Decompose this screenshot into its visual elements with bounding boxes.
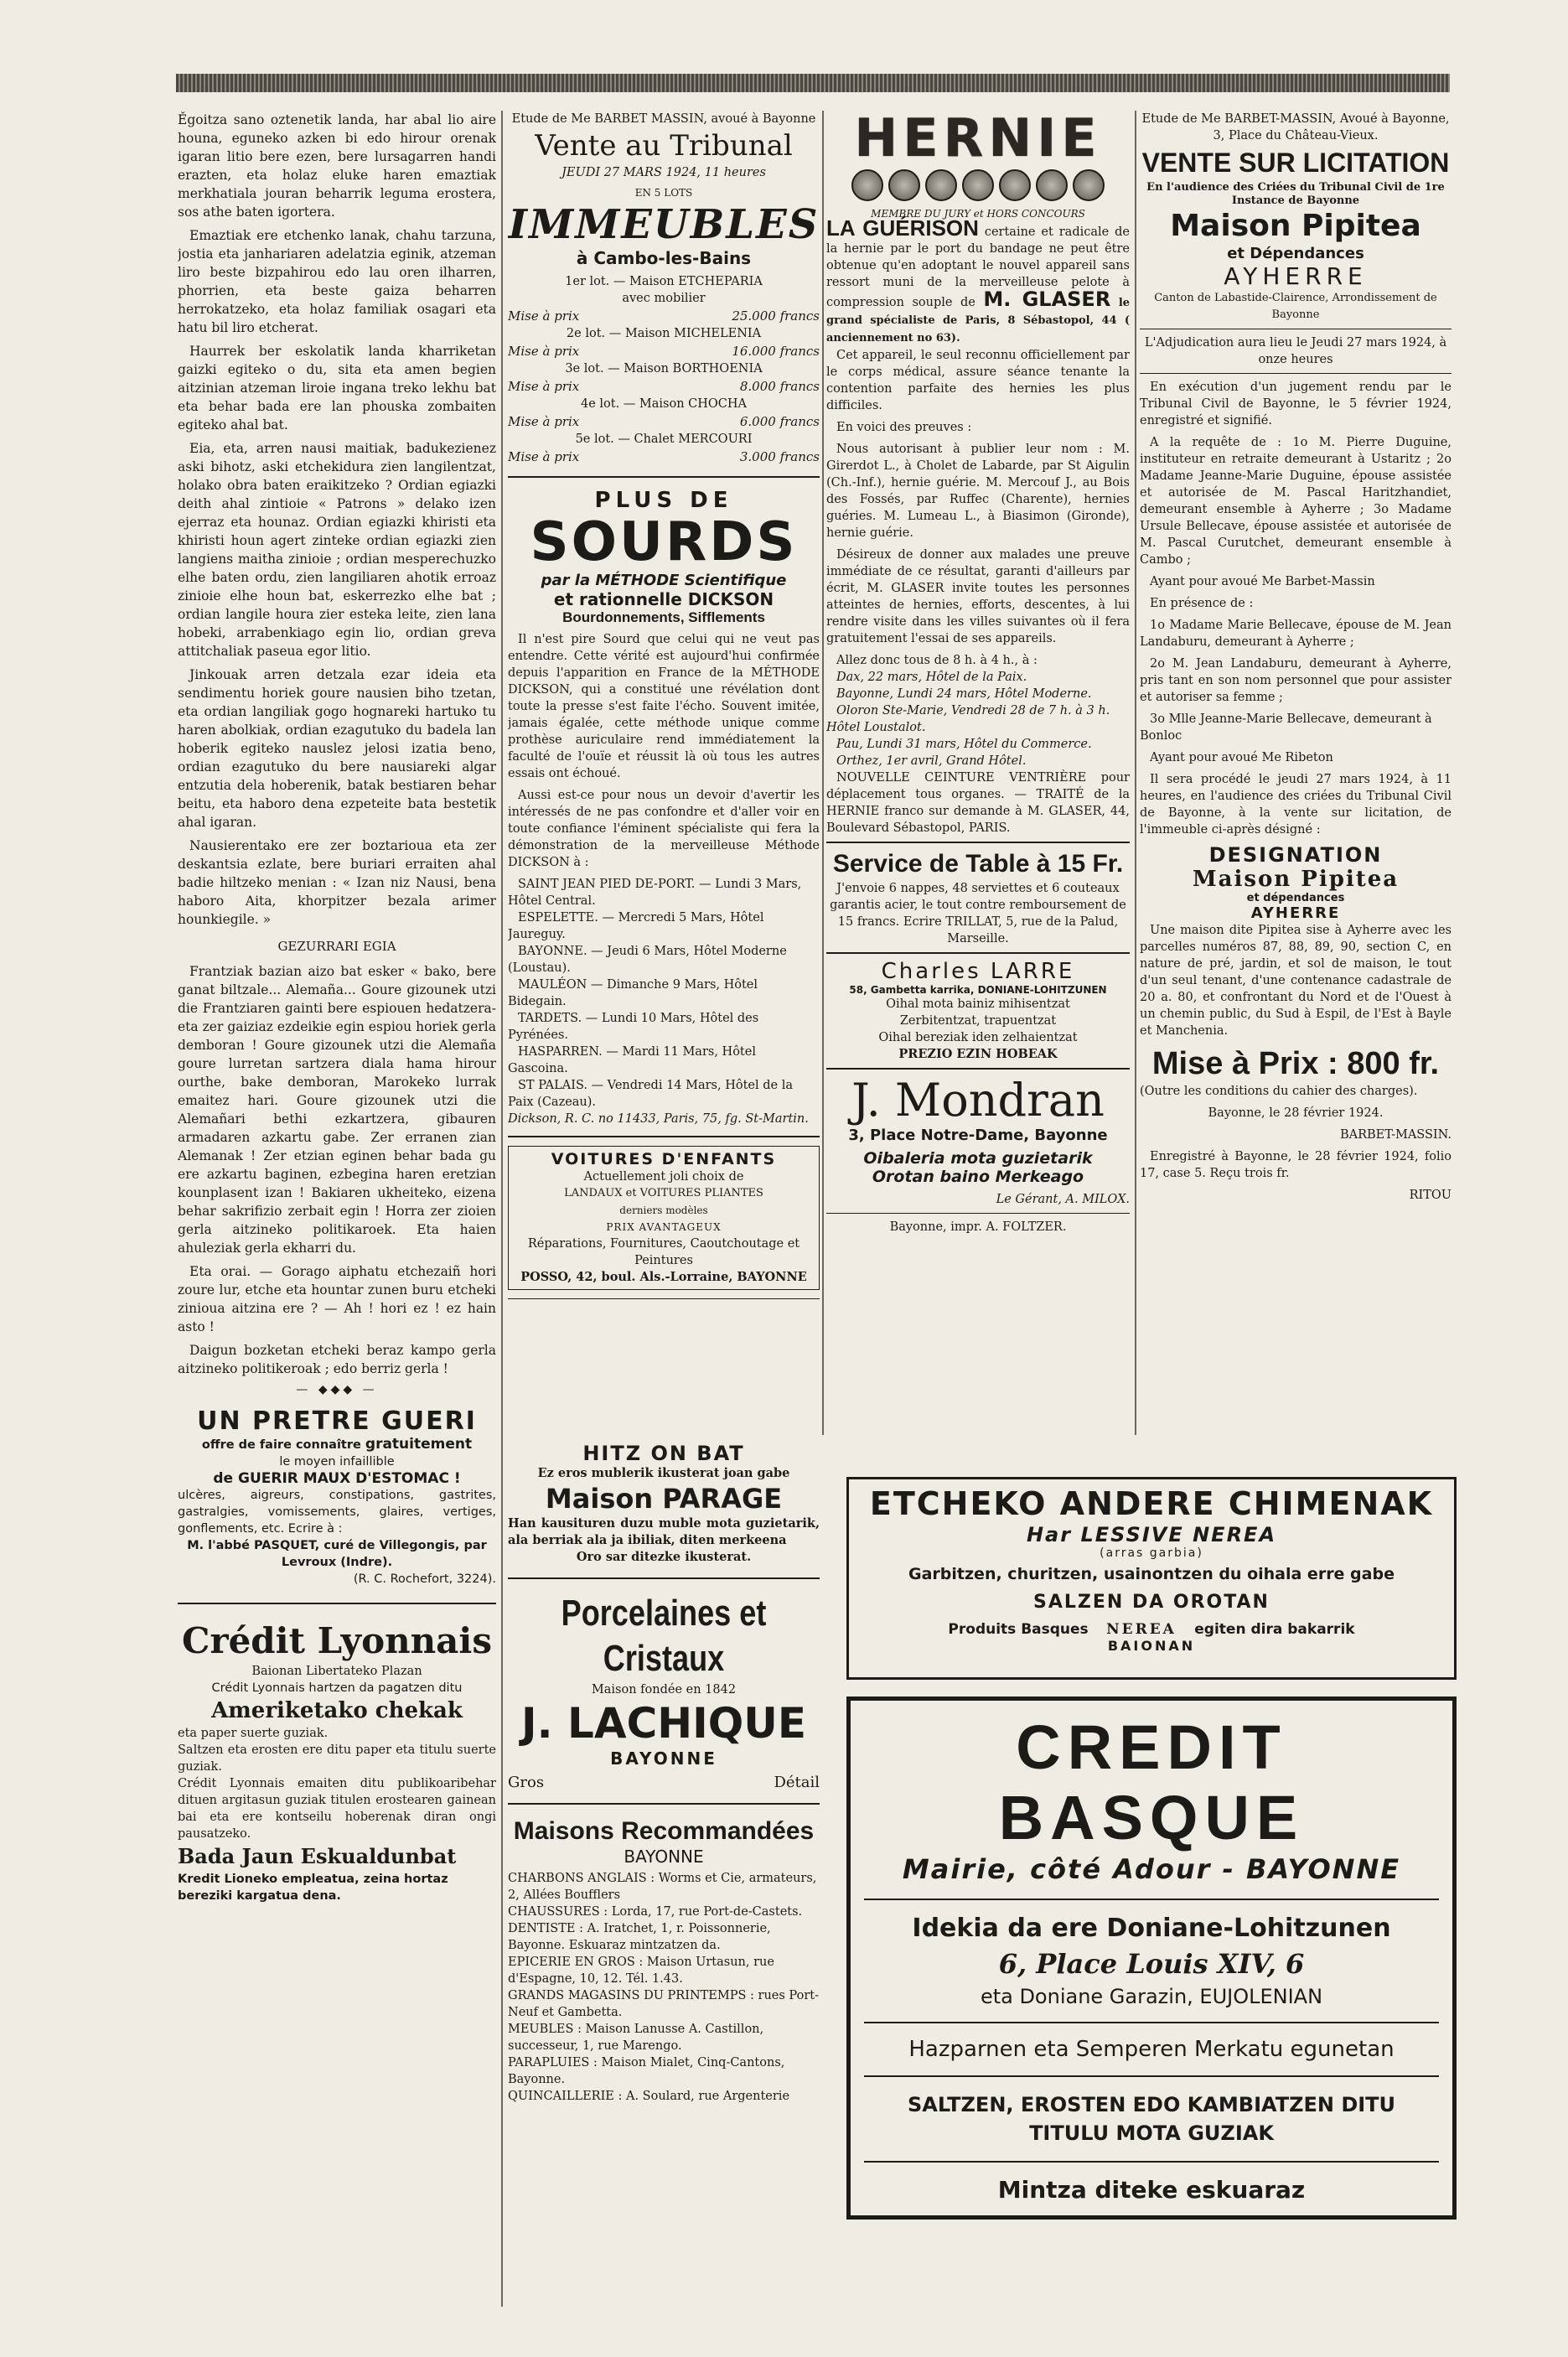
ad-line: Baionan Libertateko Plazan <box>251 1665 422 1678</box>
ad-line: Crédit Lyonnais emaiten ditu publikoaribehar dituen argitasun guziak titulen erostearen gainean bai eta ere kontseilu hoberenak diran ongi pausatzeko. <box>178 1777 496 1841</box>
list-item: EPICERIE EN GROS : Maison Urtasun, rue d'Espagne, 10, 12. Tél. 1.43. <box>508 1956 774 1986</box>
medal-icon <box>888 169 920 201</box>
ad-gros-label: Gros <box>508 1774 545 1791</box>
town-item: TARDETS. — Lundi 10 Mars, Hôtel des Pyrénées. <box>508 1012 759 1042</box>
ad-title: CREDIT BASQUE <box>998 1712 1305 1852</box>
ad-larre <box>826 959 1130 1063</box>
ad-text: le grand spécialiste de Paris, 8 Sébastopol, 44 ( anciennement no 63). <box>826 297 1130 344</box>
paragraph: Désireux de donner aux malades une preuve immédiate de ce résultat, garanti d'ailleurs par écrit, M. GLASER invite toutes les personnes atteintes de hernies, efforts, descentes, à lui rendre visite dans les villes suivantes où il fera gratuitement l'essai de ses appareils. <box>826 548 1130 645</box>
lot-mise-label: Mise à prix <box>508 308 580 324</box>
column-2 <box>508 111 820 1431</box>
notice-mise-a-prix: Mise à Prix : 800 fr. <box>1151 1046 1440 1081</box>
ad-line: Kredit Lioneko empleatua, zeina hortaz bereziki kargatua dena. <box>178 1873 448 1903</box>
ad-line: Mintza diteke eskuaraz <box>997 2176 1306 2204</box>
ad-line: Garbitzen, churitzen, usainontzen du oihala erre gabe <box>908 1565 1395 1583</box>
divider <box>178 1603 496 1604</box>
list-item: MEUBLES : Maison Lanusse A. Castillon, successeur, 1, rue Marengo. <box>508 2023 764 2053</box>
section-city: BAYONNE <box>624 1847 704 1867</box>
ad-detail-label: Détail <box>774 1774 820 1791</box>
hernie-intro <box>826 215 1130 347</box>
ad-line: Ez eros mublerik ikusterat joan gabe <box>537 1466 790 1480</box>
paragraph: 3o Mlle Jeanne-Marie Bellecave, demeurant à Bonloc <box>1140 712 1432 743</box>
divider <box>508 1803 820 1805</box>
column-1 <box>178 111 496 2307</box>
lot-price: 8.000 francs <box>739 379 820 394</box>
ad-sub: et rationnelle DICKSON <box>553 589 774 609</box>
imprint-line: Bayonne, impr. A. FOLTZER. <box>889 1220 1067 1234</box>
column-2-lower <box>508 1442 820 2297</box>
ad-credit-basque <box>846 1697 1457 2220</box>
lot-item <box>508 273 820 325</box>
notice-title: Vente au Tribunal <box>535 129 793 163</box>
ad-line: offre de faire connaître <box>201 1438 361 1452</box>
ad-line: eta Doniane Garazin, EUJOLENIAN <box>980 1985 1323 2008</box>
top-rule <box>176 74 1450 92</box>
ad-line: SALZEN DA OROTAN <box>1033 1592 1270 1613</box>
divider <box>864 2022 1439 2023</box>
ad-line: PRIX AVANTAGEUX <box>606 1221 722 1233</box>
ad-brand: NEREA <box>1106 1621 1177 1638</box>
lot-price: 3.000 francs <box>739 449 820 464</box>
paragraph: (Outre les conditions du cahier des charges). <box>1140 1085 1418 1098</box>
ad-footer: Dickson, R. C. no 11433, Paris, 75, fg. St-Martin. <box>508 1112 809 1126</box>
divider <box>864 1899 1439 1900</box>
notice-title: VENTE SUR LICITATION <box>1141 148 1450 178</box>
ad-name: M. GLASER <box>983 288 1111 311</box>
ad-sub: MEMBRE DU JURY et HORS CONCOURS <box>871 208 1085 220</box>
ad-title: HERNIE <box>854 111 1102 168</box>
lot-price: 6.000 francs <box>739 414 820 429</box>
divider <box>864 2161 1439 2163</box>
ad-line: gratuitement <box>365 1436 473 1453</box>
etude-line: Etude de Me BARBET MASSIN, avoué à Bayonne <box>511 112 816 126</box>
paragraph: Il n'est pire Sourd que celui qui ne veut pas entendre. Cette vérité est aujourd'hui confirmée depuis l'apparition en France de la MÉTHODE DICKSON, qui a constitué une révélation dont toute la presse s'est faite l'écho. Souvent imitée, jamais égalée, cette méthode unique comme prothèse auriculaire rend immédiatement la faculté de l'ouïe et réussit là où tous les autres essais ont échoué. <box>508 633 820 780</box>
ad-line: 58, Gambetta karrika, DONIANE-LOHITZUNEN <box>849 984 1107 996</box>
section-heading: GEZURRARI EGIA <box>277 939 396 954</box>
paragraph: Eia, eta, arren nausi maitiak, badukezienez aski bihotz, aski etchekidura zien langilentzat, holako obra baten eraikitzeko ? Ordian egiazki deith ahal zintioie « Patrons » delako izen ejerraz eta hounaz. Ordian egiazki khiristi eta khiristi houn agert zinteke ordian egiazki zien langiens maitha zinioie ; ordian mesperechuzko elhe baten ordu, zien langiliaren ahotik erroaz zinioie elhe houn bat, eskerrezko elhe bat ; ordian langile houra zier esteka leite, zien lana hobeki, arrabenkiago egin lio, ordian greva attitchaliak paseua egor litio. <box>178 441 496 659</box>
ad-line: M. l'abbé PASQUET, curé de Villegongis, par Levroux (Indre). <box>187 1539 487 1569</box>
list-item: PARAPLUIES : Maison Mialet, Cinq-Cantons, Bayonne. <box>508 2056 785 2086</box>
ad-line: Orotan baino Merkeago <box>872 1168 1084 1186</box>
etude-line: Etude de Me BARBET-MASSIN, Avoué à Bayonne, 3, Place du Château-Vieux. <box>1141 112 1450 142</box>
lot-item <box>508 325 820 360</box>
lot-mise-label: Mise à prix <box>508 344 580 359</box>
town-item: HASPARREN. — Mardi 11 Mars, Hôtel Gascoina. <box>508 1045 756 1075</box>
notice-sub: et Dépendances <box>1227 245 1364 262</box>
paragraph: Eta orai. — Gorago aiphatu etchezaiñ hori zoure lur, etche eta hountar zunen buru etcheki zinioua aitzina ere ? — Ah ! hori ez ! ez hain asto ! <box>178 1264 496 1334</box>
list-item: CHARBONS ANGLAIS : Worms et Cie, armateurs, 2, Allées Boufflers <box>508 1872 817 1902</box>
ad-title: J. Mondran <box>851 1074 1105 1127</box>
paragraph: Nous autorisant à publier leur nom : M. Girerdot L., à Cholet de Labarde, par St Aigulin (Ch.-Inf.), hernie guérie. M. Mercouf J., au Bois des Fossés, par Ruffec (Charente), hernies guéries. M. Lumeau L., à Biasimon (Gironde), hernie guérie. <box>826 443 1130 540</box>
town-item: Dax, 22 mars, Hôtel de la Paix. <box>836 671 1027 684</box>
column-4 <box>1140 111 1452 1431</box>
ad-lessive-nerea <box>846 1477 1457 1680</box>
signature: RITOU <box>1409 1189 1452 1202</box>
ad-line: Bada Jaun Eskualdunbat <box>178 1844 457 1868</box>
notice-date: JEUDI 27 MARS 1924, 11 heures <box>561 166 766 179</box>
maisons-recommandees <box>508 1816 820 2105</box>
ad-credit-lyonnais <box>178 1619 496 1904</box>
ad-line: egiten dira bakarrik <box>1194 1621 1355 1638</box>
ad-line: SALTZEN, EROSTEN EDO KAMBIATZEN DITU TITULU MOTA GUZIAK <box>907 2093 1396 2145</box>
town-item: Oloron Ste-Marie, Vendredi 28 de 7 h. à 3 h. Hôtel Loustalot. <box>826 704 1110 734</box>
paragraph: Daigun bozketan etcheki beraz kampo gerla aitzineko politikeroak ; edo berriz gerla ! <box>178 1343 496 1376</box>
town-item: SAINT JEAN PIED DE-PORT. — Lundi 3 Mars, Hôtel Central. <box>508 878 802 908</box>
ad-line: (R. C. Rochefort, 3224). <box>353 1572 496 1586</box>
lots-list <box>508 273 820 466</box>
list-item: GRANDS MAGASINS DU PRINTEMPS : rues Port-Neuf et Gambetta. <box>508 1989 819 2019</box>
ad-title: ETCHEKO ANDERE CHIMENAK <box>869 1485 1434 1522</box>
ad-line: POSSO, 42, boul. Als.-Lorraine, BAYONNE <box>520 1270 807 1284</box>
ad-title: Crédit Lyonnais <box>182 1620 492 1661</box>
ad-line: Han kausituren duzu muble mota guzietarik, ala berriak ala ja ibiliak, diten merkeena <box>508 1516 820 1547</box>
column-divider <box>501 111 503 2307</box>
ad-line: Saltzen eta erosten ere ditu paper eta titulu suerte guziak. <box>178 1743 496 1774</box>
ad-mondran <box>826 1075 1130 1186</box>
notice-vente-tribunal <box>508 111 820 466</box>
signature: BARBET-MASSIN. <box>1339 1128 1452 1142</box>
ad-line: Oro sar ditezke ikusterat. <box>576 1550 752 1564</box>
paragraph: 2o M. Jean Landaburu, demeurant à Ayherre, pris tant en son nom personnel que pour assister et autoriser sa femme ; <box>1140 657 1452 704</box>
lot-title: 3e lot. — Maison BORTHOENIA <box>565 362 763 376</box>
lot-item <box>508 360 820 396</box>
ad-title: UN PRETRE GUERI <box>197 1406 477 1436</box>
ad-line: le moyen infaillible <box>279 1455 395 1469</box>
divider <box>826 1213 1130 1214</box>
ad-plus-de-sourds <box>508 488 820 1127</box>
ad-sub: Mairie, côté Adour - BAYONNE <box>902 1853 1401 1885</box>
ad-line: BAYONNE <box>610 1748 717 1769</box>
ad-line: Idekia da ere Doniane-Lohitzunen <box>912 1914 1391 1943</box>
divider <box>508 1136 820 1137</box>
divider <box>826 1068 1130 1070</box>
lot-title: 1er lot. — Maison ETCHEPARIA <box>565 275 763 288</box>
medals-row <box>826 169 1130 205</box>
paragraph: Allez donc tous de 8 h. à 4 h., à : <box>836 654 1038 667</box>
paragraph: Haurrek ber eskolatik landa kharriketan gaizki egiteko o du, sita eta amen begien aitzinian atzeman liroie ingana treko lekhu bat eta behar bada ere lan phouska zombaiten egiteko ahal bat. <box>178 344 496 433</box>
divider <box>508 476 820 478</box>
divider <box>1140 373 1452 374</box>
section-title: Maisons Recommandées <box>513 1817 815 1845</box>
paragraph: Ayant pour avoué Me Barbet-Massin <box>1150 575 1375 588</box>
lot-mise-label: Mise à prix <box>508 379 580 394</box>
column-3 <box>826 111 1130 1431</box>
medal-icon <box>1036 169 1068 201</box>
list-item: DENTISTE : A. Iratchet, 1, r. Poissonnerie, Bayonne. Eskuaraz mintzatzen da. <box>508 1922 771 1952</box>
town-item: Bayonne, Lundi 24 mars, Hôtel Moderne. <box>836 687 1092 701</box>
lot-price: 16.000 francs <box>732 344 820 359</box>
ad-kicker: HITZ ON BAT <box>582 1442 745 1465</box>
ad-sub: Har LESSIVE NEREA <box>1026 1523 1277 1546</box>
medal-icon <box>962 169 994 201</box>
notice-sub: et dépendances <box>1246 892 1345 904</box>
ad-line: Actuellement joli choix de <box>583 1170 744 1184</box>
ad-title: Maison PARAGE <box>545 1483 783 1515</box>
list-item: QUINCAILLERIE : A. Soulard, rue Argenterie <box>508 2090 790 2103</box>
lot-title: 4e lot. — Maison CHOCHA <box>580 397 748 411</box>
notice-place: à Cambo-les-Bains <box>576 248 752 268</box>
notice-sub: En l'audience des Criées du Tribunal Civil de 1re Instance de Bayonne <box>1146 181 1445 207</box>
ad-line: de GUERIR MAUX D'ESTOMAC ! <box>213 1470 461 1487</box>
ad-line: derniers modèles <box>619 1204 708 1216</box>
paragraph: Il sera procédé le jeudi 27 mars 1924, à 11 heures, en l'audience des criées du Tribunal Civil de Bayonne, à la vente sur licitation, de l'immeuble ci-après désigné : <box>1140 773 1452 837</box>
ad-voitures-enfants <box>508 1146 820 1290</box>
lot-price: 25.000 francs <box>732 308 820 324</box>
paragraph: NOUVELLE CEINTURE VENTRIÈRE pour déplacement tous organes. — TRAITÉ de la HERNIE franco sur demande à M. GLASER, 44, Boulevard Sébastopol, PARIS. <box>826 771 1130 835</box>
paragraph: Ayant pour avoué Me Ribeton <box>1150 751 1333 764</box>
ad-sub: par la MÉTHODE Scientifique <box>541 572 787 589</box>
paragraph: Enregistré à Bayonne, le 28 février 1924, folio 17, case 5. Reçu trois fr. <box>1140 1150 1452 1180</box>
paragraph: Nausierentako ere zer boztarioua eta zer deskantsia ezlate, bere buriari erraiten ahal badie hiltzeko menian : « Izan niz Nausi, bena haboro Aita, khorpitzer bezala arimer hounkiegile. » <box>178 838 496 927</box>
ad-line: Zerbitentzat, trapuentzat <box>899 1014 1057 1028</box>
paragraph: A la requête de : 1o M. Pierre Duguine, instituteur en retraite demeurant à Ustaritz ; 2o Madame Jeanne-Marie Duguine, épouse assistée et autorisée de M. Pascal Haritzhandiet, demeurant ensemble à Ayherre ; 3o Madame Ursule Bellecave, épouse assistée et autorisée de M. Pascal Curutchet, demeurant ensemble à Cambo ; <box>1140 436 1452 567</box>
notice-heading: IMMEUBLES <box>508 201 820 248</box>
lot-item <box>508 431 820 466</box>
ad-line: 3, Place Notre-Dame, Bayonne <box>848 1127 1108 1144</box>
ad-maison-parage <box>508 1442 820 1566</box>
ad-line: Hazparnen eta Semperen Merkatu egunetan <box>908 2037 1395 2062</box>
ad-line: Maison fondée en 1842 <box>591 1683 737 1697</box>
ad-line: 6, Place Louis XIV, 6 <box>998 1948 1305 1980</box>
ad-kicker: PLUS DE <box>594 488 733 513</box>
column-divider <box>1135 111 1136 1435</box>
lot-mise-label: Mise à prix <box>508 449 580 464</box>
ad-title: VOITURES D'ENFANTS <box>551 1150 777 1168</box>
notice-heading: Maison Pipitea <box>1192 867 1400 892</box>
town-item: Orthez, 1er avril, Grand Hôtel. <box>836 754 1027 768</box>
column-divider <box>822 111 824 1435</box>
notice-adjudication: L'Adjudication aura lieu le Jeudi 27 mars 1924, à onze heures <box>1144 336 1447 366</box>
medal-icon <box>1073 169 1105 201</box>
ad-line: Crédit Lyonnais hartzen da pagatzen ditu <box>211 1681 463 1695</box>
ad-line: PREZIO EZIN HOBEAK <box>898 1047 1058 1061</box>
ad-title: J. LACHIQUE <box>521 1699 806 1748</box>
ad-line: Oihal mota bainiz mihisentzat <box>886 997 1070 1011</box>
ad-title: Charles LARRE <box>881 959 1075 984</box>
article-body <box>178 111 496 1378</box>
town-item: MAULÉON — Dimanche 9 Mars, Hôtel Bidegain. <box>508 978 758 1008</box>
paragraph: Emaztiak ere etchenko lanak, chahu tarzuna, jostia eta janhariaren adelatzia eginik, atzeman liro beste bizpahirou edo lau oren ilharren, phorrien, eta beste gaiza beharren herrokatzeko, eta holaz familiak osagari eta hatu bil liro etcherat. <box>178 228 496 335</box>
medal-icon <box>925 169 957 201</box>
divider <box>508 1577 820 1579</box>
town-item: BAYONNE. — Jeudi 6 Mars, Hôtel Moderne (Loustau). <box>508 945 787 975</box>
ad-lachique <box>508 1591 820 1791</box>
ad-line: Oihal bereziak iden zelhaientzat <box>878 1031 1078 1044</box>
paragraph: Jinkouak arren detzala ezar ideia eta sendimentu horiek goure nausien biho tzetan, eta ordian langiliak gogo hognareki hartuko tu haren abolkiak, ordian ezagutuko du badela lan hoberik egiteko nauslez jelosi izatia beno, ordian ezagutuko du bere nausiareki algar entzutia dela hoberenik, batak bestiaren behar beitu, eta haboro dena ezpeteite bata bestetik ahal igaran. <box>178 667 496 830</box>
town-item: Pau, Lundi 31 mars, Hôtel du Commerce. <box>836 738 1092 751</box>
list-item: CHAUSSURES : Lorda, 17, rue Port-de-Castets. <box>508 1905 803 1919</box>
ad-line: Oibaleria mota guzietarik <box>863 1149 1093 1168</box>
paragraph: En voici des preuves : <box>836 421 972 434</box>
ad-line: Produits Basques <box>948 1621 1089 1638</box>
ad-line: Réparations, Fournitures, Caoutchoutage et Peintures <box>527 1237 800 1267</box>
section-heading: DESIGNATION <box>1208 843 1383 867</box>
notice-lots-count: EN 5 LOTS <box>634 187 693 199</box>
medal-icon <box>851 169 883 201</box>
gerant-line: Le Gérant, A. MILOX. <box>996 1193 1130 1206</box>
divider <box>826 952 1130 954</box>
notice-sub: Canton de Labastide-Clairence, Arrondissement de Bayonne <box>1154 292 1437 321</box>
ornament-divider: — ◆◆◆ — <box>296 1383 378 1396</box>
ad-line: eta paper suerte guziak. <box>178 1727 329 1740</box>
paragraph: En exécution d'un jugement rendu par le Tribunal Civil de Bayonne, le 5 février 1924, enregistré et signifié. <box>1140 381 1452 427</box>
ad-lead: LA GUÉRISON <box>826 215 979 241</box>
notice-place: AYHERRE <box>1224 262 1368 290</box>
paragraph: Ěgoitza sano oztenetik landa, har abal lio aire houna, eguneko azken bi edo hirour orenak igaran litio bere ezen, bere lursagarren handi erazten, eta holaz eluke haren emaztiak merkhatiala jouran beharrik leguma erostera, sos athe baten igortera. <box>178 112 496 220</box>
ad-title: Service de Table à 15 Fr. <box>832 850 1124 878</box>
paragraph: Une maison dite Pipitea sise à Ayherre avec les parcelles numéros 87, 88, 89, 90, section C, en nature de pré, jardin, et sol de maison, le tout d'un seul tenant, d'une contenance cadastrale de 20 a. 80, et confrontant du Nord et de l'Ouest à un chemin public, du Sud à Espil, de l'Est à Bayle et Manchenia. <box>1140 924 1452 1038</box>
paragraph: Frantziak bazian aizo bat esker « bako, bere ganat biltzale... Alemaña... Goure gizounek utzi die Frantziaren gainti bere espiouen hedatzera-eta zer gaiziaz ezdeikie egin espiou horiek gerla demboran ! Goure gizounek utzi die Alemaña goure lurretan sartzera diala hama hirour ourthe, bake demboran, Marokeko lurrak emaitez hari. Goure gizounek utzi die Alemañari bethi ezkartzera, gibauren armadaren azkartu gabe. Zer erranen zian Alemanak ! Zer etzian eginen behar bada gu ere azkartu baginen, ezbegina haren eretzian kounplasent izan ! Bakiaren ukheiteko, eizena behar sakrifizio zerbait egin ! Horra zer zioien gerla aitzineko politikaroek. Eta haien ahuleziak gerla ekharri du. <box>178 964 496 1256</box>
ad-text: certaine et radicale de la hernie par le port du bandage ne peut être obtenue qu'en adoptant le nouvel appareil sans ressort muni de la merveilleuse pelote à compression souple de <box>826 225 1130 309</box>
town-item: ESPELETTE. — Mercredi 5 Mars, Hôtel Jaureguy. <box>508 911 764 941</box>
notice-heading: Maison Pipitea <box>1170 209 1421 243</box>
notice-place: AYHERRE <box>1250 904 1341 922</box>
ad-title: SOURDS <box>530 511 798 573</box>
lot-mise-label: Mise à prix <box>508 414 580 429</box>
lot-sub: avec mobilier <box>622 292 706 305</box>
ad-sub: Bourdonnements, Sifflements <box>562 609 765 625</box>
ad-line: BAIONAN <box>1107 1638 1196 1654</box>
ad-line: ulcères, aigreurs, constipations, gastrites, gastralgies, vomissements, glaires, vertiges, gonflements, etc. Ecrire à : <box>178 1489 496 1536</box>
paragraph: En présence de : <box>1150 597 1254 610</box>
paragraph: Cet appareil, le seul reconnu officiellement par le corps médical, assure séance tenante la contention parfaite des hernies les plus difficiles. <box>826 349 1130 412</box>
lot-title: 5e lot. — Chalet MERCOURI <box>575 433 753 446</box>
ad-hernie <box>826 111 1130 220</box>
ad-title: Porcelaines et Cristaux <box>561 1593 767 1679</box>
town-item: ST PALAIS. — Vendredi 14 Mars, Hôtel de la Paix (Cazeau). <box>508 1079 793 1109</box>
ad-sub: (arras garbia) <box>1100 1546 1203 1560</box>
ad-line: Ameriketako chekak <box>211 1698 463 1723</box>
medal-icon <box>999 169 1031 201</box>
ad-line: LANDAUX et VOITURES PLIANTES <box>564 1187 763 1199</box>
divider <box>508 1298 820 1299</box>
paragraph: Bayonne, le 28 février 1924. <box>1208 1106 1384 1120</box>
lot-item <box>508 396 820 431</box>
ad-pretre-gueri <box>178 1406 496 1588</box>
paragraph: 1o Madame Marie Bellecave, épouse de M. Jean Landaburu, demeurant à Ayherre ; <box>1140 619 1452 649</box>
divider <box>826 842 1130 843</box>
divider <box>864 2075 1439 2077</box>
paragraph: Aussi est-ce pour nous un devoir d'avertir les intéressés de ne pas confondre et d'aller voir en toute confiance l'éminent spécialiste qui fera la démonstration de la merveilleuse Méthode DICKSON à : <box>508 789 820 869</box>
ad-text: J'envoie 6 nappes, 48 serviettes et 6 couteaux garantis acier, le tout contre remboursement de 15 francs. Ecrire TRILLAT, 5, rue de la Palud, Marseille. <box>830 882 1126 945</box>
lot-title: 2e lot. — Maison MICHELENIA <box>566 327 762 340</box>
